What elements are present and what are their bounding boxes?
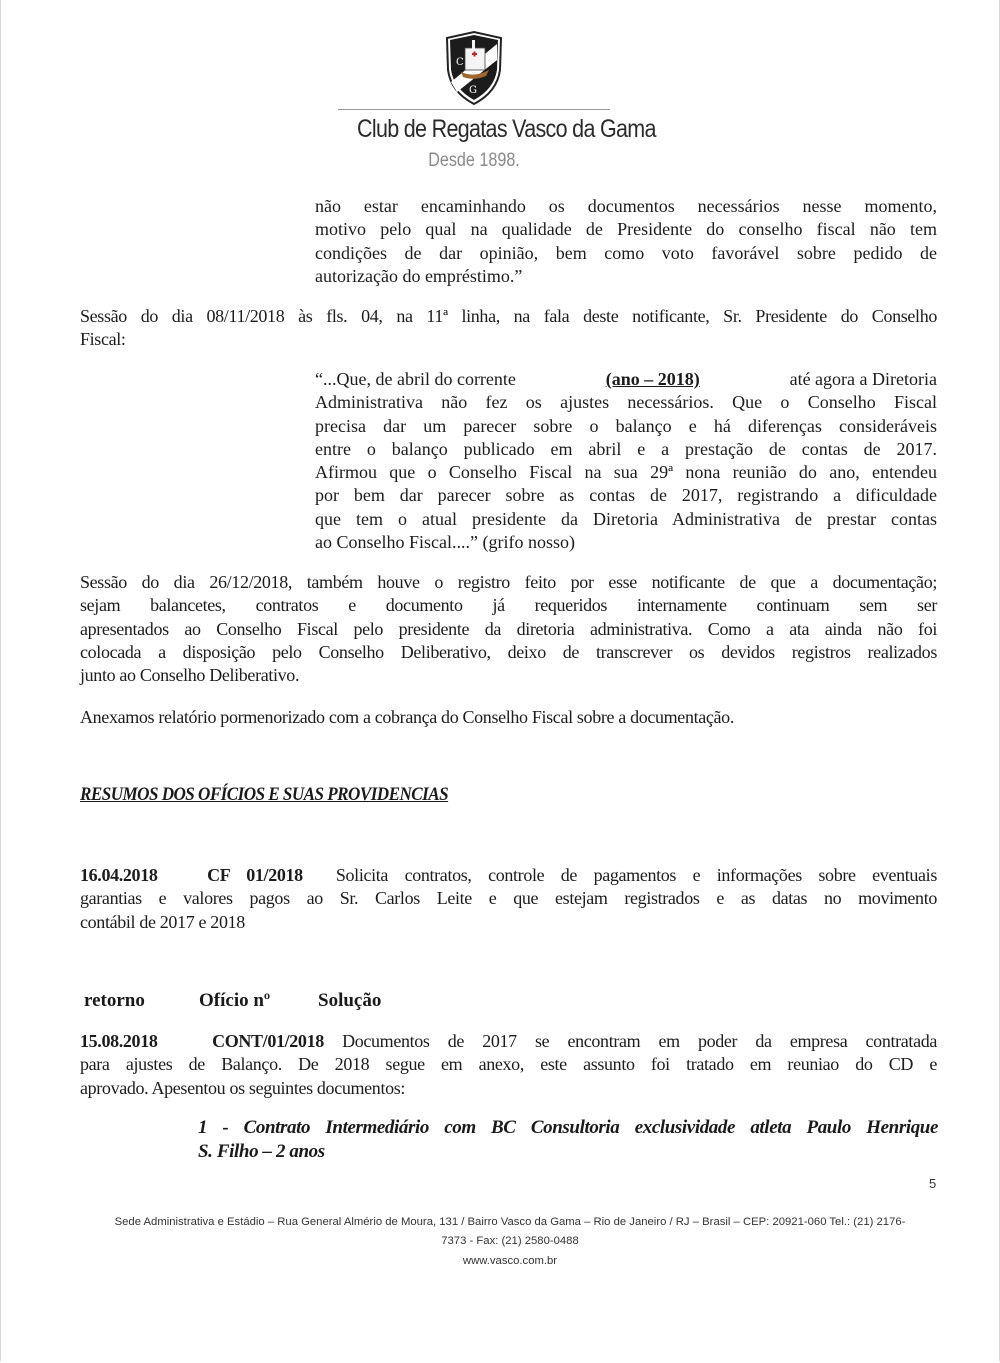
quote-line xyxy=(315,368,937,391)
paragraph-line: Sessão do dia 26/12/2018, também houve o registro feito por esse notificante de que a documentação; xyxy=(80,572,937,592)
session-0811-paragraph xyxy=(80,305,937,352)
quote-suffix: até agora a Diretoria xyxy=(789,369,937,389)
document-line: S. Filho – 2 anos xyxy=(198,1140,325,1162)
document-line: 1 - Contrato Intermediário com BC Consultoria exclusividade atleta Paulo Henrique xyxy=(198,1117,938,1138)
footer-address-line-1: Sede Administrativa e Estádio – Rua General Almério de Moura, 131 / Bairro Vasco da Gama – Rio de Janeiro / RJ – Brasil – CEP: 20921-060 Tel.: (21) 2176- xyxy=(114,1216,906,1228)
quote-line: condições de dar opinião, bem como voto favorável sobre pedido de xyxy=(315,242,937,263)
paragraph-line: garantias e valores pagos ao Sr. Carlos Leite e que estejam registrados e as datas no movimento xyxy=(80,888,937,909)
paragraph-line: para ajustes de Balanço. De 2018 segue em anexo, este assunto foi tratado em reuniao do CD e xyxy=(80,1054,937,1075)
quote-line: Administrativa não fez os ajustes necessários. Que o Conselho Fiscal xyxy=(315,392,937,413)
club-since: Desde 1898. xyxy=(428,150,520,171)
quote-line: autorização do empréstimo.” xyxy=(315,265,523,286)
response-text: Documentos de 2017 se encontram em poder da empresa contratada xyxy=(342,1031,937,1051)
quote-line: que tem o atual presidente da Diretoria Administrativa de prestar contas xyxy=(315,508,937,529)
paragraph-line: colocada a disposição pelo Conselho Deliberativo, deixo de transcrever os devidos registros realizados xyxy=(80,641,937,662)
paragraph-line xyxy=(80,864,937,887)
section-heading: RESUMOS DOS OFÍCIOS E SUAS PROVIDENCIAS xyxy=(80,784,449,805)
column-header-oficio: Ofício nº xyxy=(199,990,271,1011)
svg-text:C: C xyxy=(456,57,464,68)
session-2612-paragraph xyxy=(80,571,937,687)
quote-prefix: “...Que, de abril do corrente xyxy=(315,369,516,389)
oficio-code: CF 01/2018 xyxy=(207,865,303,885)
oficio-date: 16.04.2018 xyxy=(80,865,158,885)
footer-address-line-2: 7373 - Fax: (21) 2580-0488 xyxy=(441,1235,579,1247)
oficio-response xyxy=(80,1030,937,1100)
paragraph-line: contábil de 2017 e 2018 xyxy=(80,911,245,932)
club-name: Club de Regatas Vasco da Gama xyxy=(357,115,656,143)
quote-line: ao Conselho Fiscal....” (grifo nosso) xyxy=(315,532,575,553)
annex-note xyxy=(80,706,937,729)
quote-line: por bem dar parecer sobre as contas de 2017, registrando a dificuldade xyxy=(315,485,937,506)
page-number: 5 xyxy=(929,1176,937,1191)
oficio-text: Solicita contratos, controle de pagamentos e informações sobre eventuais xyxy=(335,865,937,885)
quote-block-2 xyxy=(315,368,937,554)
quote-emphasis: (ano – 2018) xyxy=(605,369,700,389)
quote-line: Afirmou que o Conselho Fiscal na sua 29ª nona reunião do ano, entendeu xyxy=(315,462,937,483)
document-item xyxy=(198,1116,938,1163)
quote-line: motivo pelo qual na qualidade de Presidente do conselho fiscal não tem xyxy=(315,219,937,240)
quote-block-1 xyxy=(315,195,937,288)
svg-text:G: G xyxy=(469,85,477,96)
paragraph-line: apresentados ao Conselho Fiscal pelo presidente da diretoria administrativa. Como a ata ainda não foi xyxy=(80,618,937,639)
column-header-retorno: retorno xyxy=(84,990,145,1011)
response-code: CONT/01/2018 xyxy=(212,1031,324,1051)
oficio-request xyxy=(80,864,937,934)
footer-website[interactable]: www.vasco.com.br xyxy=(462,1255,558,1267)
quote-line: precisa dar um parecer sobre o balanço e há diferenças consideráveis xyxy=(315,415,937,436)
paragraph-line: aprovado. Apesentou os seguintes documentos: xyxy=(80,1077,406,1098)
paragraph-line: Fiscal: xyxy=(80,329,126,350)
paragraph-line: Sessão do dia 08/11/2018 às fls. 04, na 11ª linha, na fala deste notificante, Sr. Presidente do Conselho xyxy=(80,306,937,326)
quote-line: entre o balanço publicado em abril e a prestação de contas de 2017. xyxy=(315,438,937,459)
column-header-solucao: Solução xyxy=(318,990,382,1011)
vasco-crest-icon xyxy=(443,30,505,106)
quote-line: não estar encaminhando os documentos necessários nesse momento, xyxy=(315,196,937,216)
paragraph-line: sejam balancetes, contratos e documento já requeridos internamente continuam sem ser xyxy=(80,595,937,616)
response-date: 15.08.2018 xyxy=(80,1031,158,1051)
paragraph-line xyxy=(80,1030,937,1053)
paragraph-line: junto ao Conselho Deliberativo. xyxy=(80,665,300,686)
header-divider xyxy=(338,109,610,110)
paragraph-line: Anexamos relatório pormenorizado com a cobrança do Conselho Fiscal sobre a documentação. xyxy=(80,707,734,727)
